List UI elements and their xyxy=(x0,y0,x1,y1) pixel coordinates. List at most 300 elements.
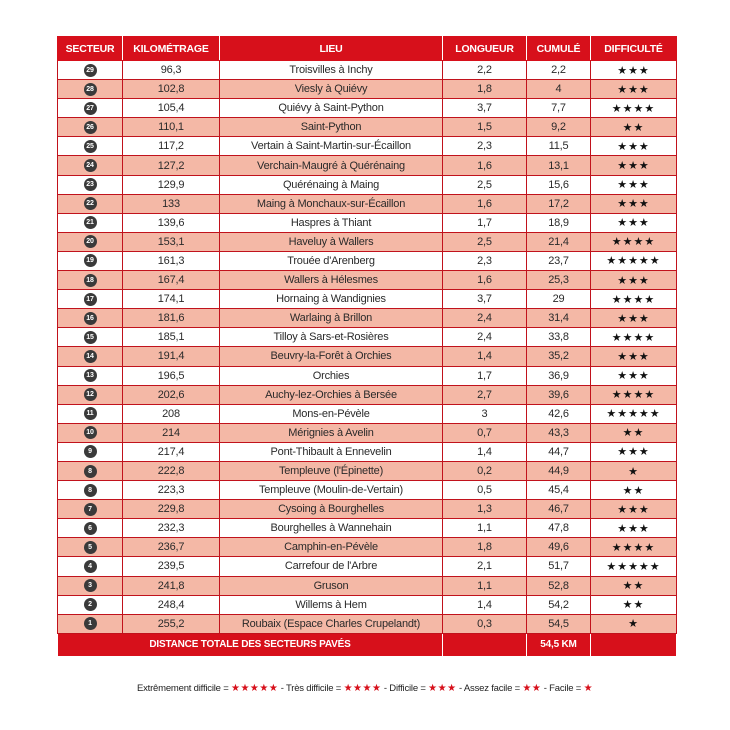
table-row xyxy=(58,557,677,576)
cumule-cell xyxy=(527,481,591,500)
sector-number-badge: 8 xyxy=(84,484,97,497)
difficulte-cell xyxy=(591,175,677,194)
total-value: 54,5 KM xyxy=(527,633,591,656)
longueur-cell xyxy=(443,595,527,614)
sector-number-badge: 23 xyxy=(84,178,97,191)
cumule-value: 29 xyxy=(552,293,565,306)
table-row xyxy=(58,519,677,538)
lieu-cell xyxy=(220,271,443,290)
longueur-cell xyxy=(443,61,527,80)
longueur-cell xyxy=(443,290,527,309)
longueur-value: 2,3 xyxy=(477,140,492,153)
difficulty-stars: ★★★★ xyxy=(611,331,656,344)
kilometrage-value: 191,4 xyxy=(157,350,185,363)
difficulty-stars: ★★★★★ xyxy=(606,408,661,421)
table-row xyxy=(58,156,677,175)
longueur-cell xyxy=(443,194,527,213)
secteur-cell xyxy=(58,118,123,137)
secteur-cell xyxy=(58,500,123,519)
longueur-cell xyxy=(443,328,527,347)
table-row xyxy=(58,481,677,500)
difficulte-cell xyxy=(591,80,677,99)
lieu-value: Warlaing à Brillon xyxy=(289,312,373,325)
difficulty-stars: ★★★ xyxy=(617,503,650,516)
kilometrage-value: 129,9 xyxy=(157,178,185,191)
difficulte-cell xyxy=(591,595,677,614)
table-row xyxy=(58,328,677,347)
difficulte-cell xyxy=(591,137,677,156)
total-spacer-2 xyxy=(591,633,677,656)
kilometrage-cell xyxy=(123,423,220,442)
kilometrage-cell xyxy=(123,271,220,290)
kilometrage-cell xyxy=(123,461,220,480)
kilometrage-cell xyxy=(123,137,220,156)
kilometrage-cell xyxy=(123,194,220,213)
kilometrage-cell xyxy=(123,309,220,328)
sector-number-badge: 19 xyxy=(84,254,97,267)
kilometrage-value: 208 xyxy=(162,407,180,420)
cumule-cell xyxy=(527,366,591,385)
kilometrage-value: 217,4 xyxy=(157,445,185,458)
lieu-cell xyxy=(220,576,443,595)
lieu-cell xyxy=(220,61,443,80)
lieu-cell xyxy=(220,232,443,251)
cumule-cell xyxy=(527,347,591,366)
longueur-cell xyxy=(443,442,527,461)
difficulty-stars: ★ xyxy=(628,618,639,631)
longueur-value: 0,3 xyxy=(477,617,492,630)
kilometrage-value: 232,3 xyxy=(157,522,185,535)
sector-number-badge: 11 xyxy=(84,407,97,420)
difficulty-stars: ★★★ xyxy=(617,217,650,230)
longueur-cell xyxy=(443,156,527,175)
lieu-cell xyxy=(220,366,443,385)
longueur-cell xyxy=(443,385,527,404)
secteur-cell xyxy=(58,271,123,290)
legend-stars: ★★★★ xyxy=(343,683,382,694)
table-row xyxy=(58,442,677,461)
secteur-cell xyxy=(58,232,123,251)
longueur-value: 3,7 xyxy=(477,293,492,306)
kilometrage-value: 248,4 xyxy=(157,598,185,611)
kilometrage-cell xyxy=(123,290,220,309)
longueur-value: 2,5 xyxy=(477,178,492,191)
table-body xyxy=(58,61,677,634)
difficulte-cell xyxy=(591,309,677,328)
table-row xyxy=(58,500,677,519)
sector-number-badge: 27 xyxy=(84,102,97,115)
longueur-value: 1,8 xyxy=(477,83,492,96)
secteur-cell xyxy=(58,366,123,385)
cumule-value: 17,2 xyxy=(548,197,569,210)
cumule-value: 18,9 xyxy=(548,216,569,229)
difficulte-cell xyxy=(591,194,677,213)
longueur-value: 1,4 xyxy=(477,445,492,458)
cumule-cell xyxy=(527,99,591,118)
longueur-value: 0,5 xyxy=(477,484,492,497)
difficulte-cell xyxy=(591,442,677,461)
kilometrage-cell xyxy=(123,175,220,194)
cumule-value: 43,3 xyxy=(548,426,569,439)
kilometrage-cell xyxy=(123,366,220,385)
longueur-cell xyxy=(443,80,527,99)
difficulte-cell xyxy=(591,481,677,500)
difficulte-cell xyxy=(591,232,677,251)
kilometrage-value: 236,7 xyxy=(157,541,185,554)
sector-number-badge: 10 xyxy=(84,426,97,439)
lieu-cell xyxy=(220,595,443,614)
legend-label: Extrêmement difficile = xyxy=(136,683,231,694)
kilometrage-cell xyxy=(123,347,220,366)
kilometrage-value: 105,4 xyxy=(157,102,185,115)
longueur-value: 2,5 xyxy=(477,235,492,248)
kilometrage-cell xyxy=(123,557,220,576)
cumule-value: 51,7 xyxy=(548,560,569,573)
legend-stars: ★★★★★ xyxy=(230,683,279,694)
longueur-cell xyxy=(443,557,527,576)
lieu-cell xyxy=(220,309,443,328)
lieu-value: Templeuve (Moulin-de-Vertain) xyxy=(259,484,403,497)
table-row xyxy=(58,194,677,213)
difficulty-stars: ★★★ xyxy=(617,198,650,211)
sector-number-badge: 29 xyxy=(84,64,97,77)
lieu-cell xyxy=(220,614,443,633)
longueur-value: 3,7 xyxy=(477,102,492,115)
longueur-value: 2,4 xyxy=(477,331,492,344)
difficulty-stars: ★★★ xyxy=(617,140,650,153)
cumule-value: 7,7 xyxy=(551,102,566,115)
difficulty-stars: ★★ xyxy=(622,484,645,497)
table-row xyxy=(58,423,677,442)
cumule-cell xyxy=(527,309,591,328)
table-row xyxy=(58,366,677,385)
lieu-cell xyxy=(220,461,443,480)
table-row xyxy=(58,61,677,80)
lieu-value: Roubaix (Espace Charles Crupelandt) xyxy=(241,617,421,630)
secteur-cell xyxy=(58,328,123,347)
longueur-cell xyxy=(443,481,527,500)
cumule-cell xyxy=(527,442,591,461)
secteur-cell xyxy=(58,461,123,480)
lieu-value: Gruson xyxy=(313,579,349,592)
difficulte-cell xyxy=(591,423,677,442)
kilometrage-value: 181,6 xyxy=(157,312,185,325)
secteur-cell xyxy=(58,614,123,633)
longueur-value: 0,7 xyxy=(477,426,492,439)
longueur-cell xyxy=(443,232,527,251)
difficulte-cell xyxy=(591,366,677,385)
difficulte-cell xyxy=(591,538,677,557)
kilometrage-value: 222,8 xyxy=(157,465,185,478)
sector-number-badge: 25 xyxy=(84,140,97,153)
cumule-value: 4 xyxy=(555,83,562,96)
difficulty-stars: ★ xyxy=(628,465,639,478)
sector-number-badge: 16 xyxy=(84,312,97,325)
table-row xyxy=(58,538,677,557)
lieu-value: Tilloy à Sars-et-Rosières xyxy=(273,331,389,344)
kilometrage-cell xyxy=(123,328,220,347)
longueur-value: 1,4 xyxy=(477,350,492,363)
longueur-cell xyxy=(443,500,527,519)
lieu-value: Saint-Python xyxy=(300,121,362,134)
lieu-value: Haspres à Thiant xyxy=(290,216,372,229)
kilometrage-value: 223,3 xyxy=(157,484,185,497)
difficulte-cell xyxy=(591,404,677,423)
longueur-value: 1,1 xyxy=(477,579,492,592)
sector-number-badge: 21 xyxy=(84,216,97,229)
lieu-value: Haveluy à Wallers xyxy=(288,235,374,248)
difficulty-stars: ★★★ xyxy=(617,446,650,459)
cumule-value: 33,8 xyxy=(548,331,569,344)
kilometrage-value: 241,8 xyxy=(157,579,185,592)
table-row xyxy=(58,309,677,328)
secteur-cell xyxy=(58,347,123,366)
lieu-value: Quérénaing à Maing xyxy=(282,178,380,191)
secteur-cell xyxy=(58,137,123,156)
secteur-cell xyxy=(58,538,123,557)
cumule-value: 49,6 xyxy=(548,541,569,554)
difficulte-cell xyxy=(591,251,677,270)
lieu-value: Carrefour de l'Arbre xyxy=(284,560,378,573)
lieu-value: Beuvry-la-Forêt à Orchies xyxy=(270,350,392,363)
kilometrage-value: 202,6 xyxy=(157,388,185,401)
difficulte-cell xyxy=(591,156,677,175)
difficulty-stars: ★★★ xyxy=(617,312,650,325)
lieu-cell xyxy=(220,519,443,538)
kilometrage-value: 255,2 xyxy=(157,617,185,630)
kilometrage-cell xyxy=(123,614,220,633)
cumule-cell xyxy=(527,423,591,442)
cumule-value: 35,2 xyxy=(548,350,569,363)
kilometrage-cell xyxy=(123,80,220,99)
sector-number-badge: 12 xyxy=(84,388,97,401)
table-row xyxy=(58,137,677,156)
sector-number-badge: 3 xyxy=(84,579,97,592)
header-secteur: SECTEUR xyxy=(58,37,123,61)
lieu-value: Troisvilles à Inchy xyxy=(289,64,373,77)
table-row xyxy=(58,404,677,423)
longueur-value: 3 xyxy=(481,407,488,420)
secteur-cell xyxy=(58,519,123,538)
difficulty-stars: ★★★ xyxy=(617,83,650,96)
secteur-cell xyxy=(58,175,123,194)
kilometrage-value: 239,5 xyxy=(157,560,185,573)
secteur-cell xyxy=(58,194,123,213)
cumule-cell xyxy=(527,61,591,80)
sector-number-badge: 6 xyxy=(84,522,97,535)
longueur-value: 1,7 xyxy=(477,216,492,229)
difficulty-stars: ★★★★ xyxy=(611,541,656,554)
difficulte-cell xyxy=(591,500,677,519)
lieu-cell xyxy=(220,385,443,404)
longueur-cell xyxy=(443,251,527,270)
cumule-cell xyxy=(527,538,591,557)
cumule-value: 23,7 xyxy=(548,254,569,267)
difficulte-cell xyxy=(591,118,677,137)
cumule-value: 2,2 xyxy=(551,64,566,77)
kilometrage-value: 161,3 xyxy=(157,254,185,267)
lieu-value: Viesly à Quiévy xyxy=(294,83,368,96)
difficulte-cell xyxy=(591,271,677,290)
lieu-cell xyxy=(220,175,443,194)
longueur-cell xyxy=(443,271,527,290)
cumule-cell xyxy=(527,614,591,633)
cumule-cell xyxy=(527,461,591,480)
difficulty-stars: ★★★ xyxy=(617,522,650,535)
longueur-cell xyxy=(443,137,527,156)
sector-number-badge: 26 xyxy=(84,121,97,134)
table-row xyxy=(58,595,677,614)
header-cumule: CUMULÉ xyxy=(527,37,591,61)
difficulte-cell xyxy=(591,328,677,347)
lieu-value: Verchain-Maugré à Quérénaing xyxy=(257,159,405,172)
difficulte-cell xyxy=(591,290,677,309)
sector-number-badge: 18 xyxy=(84,274,97,287)
difficulte-cell xyxy=(591,99,677,118)
kilometrage-cell xyxy=(123,576,220,595)
difficulte-cell xyxy=(591,61,677,80)
secteur-cell xyxy=(58,576,123,595)
cumule-value: 15,6 xyxy=(548,178,569,191)
cumule-cell xyxy=(527,557,591,576)
cumule-cell xyxy=(527,251,591,270)
lieu-cell xyxy=(220,213,443,232)
lieu-cell xyxy=(220,557,443,576)
kilometrage-value: 133 xyxy=(162,197,180,210)
longueur-value: 2,3 xyxy=(477,254,492,267)
secteur-cell xyxy=(58,309,123,328)
cumule-cell xyxy=(527,271,591,290)
sector-number-badge: 20 xyxy=(84,235,97,248)
kilometrage-value: 153,1 xyxy=(157,235,185,248)
lieu-value: Quiévy à Saint-Python xyxy=(278,102,384,115)
legend-label: - Difficile = xyxy=(381,683,429,694)
kilometrage-value: 96,3 xyxy=(160,64,182,77)
kilometrage-value: 185,1 xyxy=(157,331,185,344)
cumule-value: 36,9 xyxy=(548,369,569,382)
lieu-value: Auchy-lez-Orchies à Bersée xyxy=(265,388,397,401)
difficulty-stars: ★★★★ xyxy=(611,236,656,249)
cumule-value: 39,6 xyxy=(548,388,569,401)
cumule-cell xyxy=(527,156,591,175)
kilometrage-cell xyxy=(123,156,220,175)
longueur-cell xyxy=(443,576,527,595)
lieu-value: Cysoing à Bourghelles xyxy=(278,503,384,516)
legend-label: - Très difficile = xyxy=(278,683,344,694)
difficulty-stars: ★★★ xyxy=(617,160,650,173)
kilometrage-cell xyxy=(123,232,220,251)
table-row xyxy=(58,614,677,633)
lieu-value: Mons-en-Pévèle xyxy=(292,407,370,420)
table-row xyxy=(58,99,677,118)
cumule-cell xyxy=(527,519,591,538)
sector-number-badge: 14 xyxy=(84,350,97,363)
lieu-value: Orchies xyxy=(312,369,350,382)
table-row xyxy=(58,576,677,595)
longueur-cell xyxy=(443,614,527,633)
lieu-value: Willems à Hem xyxy=(295,598,367,611)
cumule-cell xyxy=(527,175,591,194)
lieu-value: Vertain à Saint-Martin-sur-Écaillon xyxy=(251,140,411,153)
difficulty-stars: ★★★ xyxy=(617,350,650,363)
lieu-cell xyxy=(220,251,443,270)
table-row xyxy=(58,347,677,366)
lieu-cell xyxy=(220,404,443,423)
difficulte-cell xyxy=(591,385,677,404)
kilometrage-cell xyxy=(123,99,220,118)
cumule-value: 13,1 xyxy=(548,159,569,172)
kilometrage-value: 167,4 xyxy=(157,274,185,287)
cumule-cell xyxy=(527,194,591,213)
table-row xyxy=(58,213,677,232)
longueur-value: 1,6 xyxy=(477,159,492,172)
secteur-cell xyxy=(58,404,123,423)
cumule-cell xyxy=(527,290,591,309)
longueur-value: 1,6 xyxy=(477,274,492,287)
table-row xyxy=(58,251,677,270)
cumule-value: 45,4 xyxy=(548,484,569,497)
lieu-value: Pont-Thibault à Ennevelin xyxy=(270,445,392,458)
lieu-cell xyxy=(220,290,443,309)
lieu-value: Wallers à Hélesmes xyxy=(284,274,378,287)
kilometrage-cell xyxy=(123,404,220,423)
longueur-cell xyxy=(443,118,527,137)
lieu-cell xyxy=(220,442,443,461)
sector-number-badge: 13 xyxy=(84,369,97,382)
lieu-cell xyxy=(220,423,443,442)
longueur-value: 1,7 xyxy=(477,369,492,382)
cumule-value: 54,5 xyxy=(548,617,569,630)
difficulty-stars: ★★★ xyxy=(617,64,650,77)
difficulte-cell xyxy=(591,557,677,576)
table-row xyxy=(58,385,677,404)
legend-label: - Facile = xyxy=(541,683,584,694)
lieu-cell xyxy=(220,118,443,137)
longueur-cell xyxy=(443,404,527,423)
difficulty-stars: ★★ xyxy=(622,599,645,612)
difficulte-cell xyxy=(591,576,677,595)
table-row xyxy=(58,461,677,480)
cumule-cell xyxy=(527,232,591,251)
legend-stars: ★★★ xyxy=(428,683,457,694)
longueur-value: 1,6 xyxy=(477,197,492,210)
secteur-cell xyxy=(58,595,123,614)
table-row xyxy=(58,118,677,137)
secteur-cell xyxy=(58,251,123,270)
kilometrage-value: 229,8 xyxy=(157,503,185,516)
sector-number-badge: 15 xyxy=(84,331,97,344)
legend-label: - Assez facile = xyxy=(456,683,523,694)
kilometrage-value: 110,1 xyxy=(158,121,184,134)
lieu-cell xyxy=(220,481,443,500)
longueur-value: 1,4 xyxy=(477,598,492,611)
cumule-cell xyxy=(527,137,591,156)
legend-stars: ★★ xyxy=(522,683,542,694)
longueur-cell xyxy=(443,347,527,366)
lieu-cell xyxy=(220,194,443,213)
cumule-value: 9,2 xyxy=(551,121,566,134)
header-lieu: LIEU xyxy=(220,37,443,61)
longueur-value: 2,4 xyxy=(477,312,492,325)
header-kilometrage: KILOMÉTRAGE xyxy=(123,37,220,61)
lieu-value: Templeuve (l'Épinette) xyxy=(278,465,384,478)
longueur-cell xyxy=(443,366,527,385)
lieu-cell xyxy=(220,538,443,557)
longueur-value: 1,8 xyxy=(477,541,492,554)
kilometrage-cell xyxy=(123,118,220,137)
kilometrage-cell xyxy=(123,481,220,500)
total-row xyxy=(58,633,677,656)
